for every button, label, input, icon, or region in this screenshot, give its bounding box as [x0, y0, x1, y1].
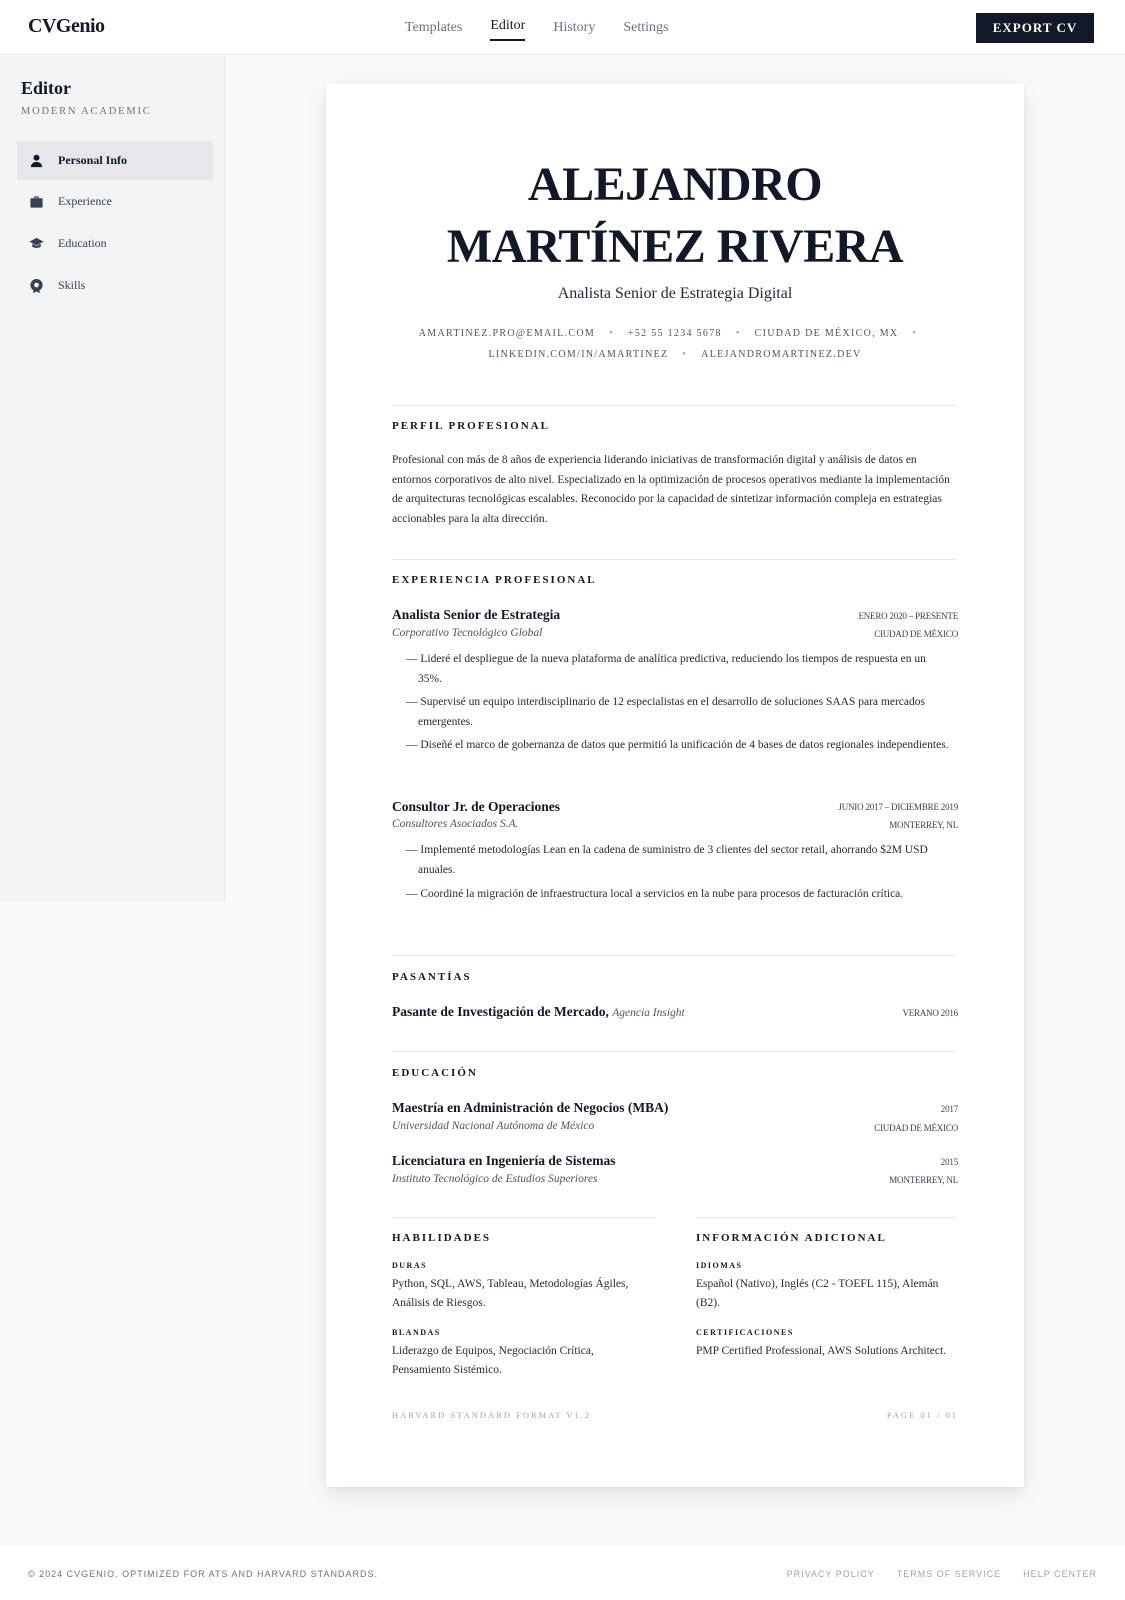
section-divider	[392, 1217, 656, 1218]
person-icon	[29, 153, 44, 168]
privacy-policy-link[interactable]: PRIVACY POLICY	[786, 1569, 875, 1579]
format-label: HARVARD STANDARD FORMAT V1.2	[392, 1410, 592, 1420]
sidebar-item-experience[interactable]	[17, 182, 213, 221]
internship-org: Agencia Insight	[612, 1007, 685, 1019]
internship-title: Pasante de Investigación de Mercado,	[392, 1004, 609, 1019]
job-bullet: — Lideré el despliegue de la nueva plataforma de analítica predictiva, reduciendo los tiempos de respuesta en un 35%.	[406, 650, 951, 689]
sidebar-item-label: Education	[58, 236, 107, 250]
separator-dot: •	[912, 328, 918, 339]
briefcase-icon	[29, 194, 44, 209]
school-location: CIUDAD DE MÉXICO	[874, 1123, 958, 1133]
degree-year: 2017	[940, 1104, 958, 1114]
internship-entry	[392, 1004, 685, 1020]
languages-label: IDIOMAS	[696, 1261, 743, 1270]
contact-phone: +52 55 1234 5678	[627, 328, 722, 339]
footer-links	[787, 1569, 1097, 1579]
certifications-label: CERTIFICACIONES	[696, 1328, 794, 1337]
section-divider	[392, 955, 956, 956]
editor-sidebar	[0, 56, 225, 901]
separator-dot: •	[609, 328, 614, 339]
job-location: CIUDAD DE MÉXICO	[874, 629, 958, 639]
school-name: Universidad Nacional Autónoma de México	[392, 1120, 595, 1132]
help-center-link[interactable]: HELP CENTER	[1023, 1569, 1097, 1579]
languages: Español (Nativo), Inglés (C2 - TOEFL 115), Alemán (B2).	[696, 1278, 939, 1309]
sidebar-title: Editor	[21, 78, 72, 98]
contact-city: CIUDAD DE MÉXICO, MX	[754, 328, 899, 339]
section-title-experience: EXPERIENCIA PROFESIONAL	[392, 574, 597, 586]
sidebar-item-label: Skills	[58, 278, 86, 292]
internship-dates: VERANO 2016	[902, 1008, 958, 1018]
hard-skills-label: DURAS	[392, 1261, 428, 1270]
degree-title: Maestría en Administración de Negocios (MBA)	[392, 1100, 669, 1115]
section-divider	[392, 405, 956, 406]
degree-title: Licenciatura en Ingeniería de Sistemas	[392, 1153, 616, 1168]
template-name: MODERN ACADEMIC	[21, 106, 152, 117]
school-location: MONTERREY, NL	[889, 1175, 958, 1185]
profile-summary: Profesional con más de 8 años de experiencia liderando iniciativas de transformación digital y análisis de datos en entornos corporativos de alto nivel. Especializado en la optimización de procesos operativos mediante la implementación de arquitecturas tecnológicas escalables. Reconocido por la capacidad de sintetizar información compleja en estrategias accionables para la alta dirección.	[392, 454, 950, 525]
separator-dot: •	[682, 349, 688, 360]
sidebar-item-label: Personal Info	[58, 153, 127, 167]
hard-skills: Python, SQL, AWS, Tableau, Metodologías Ágiles, Análisis de Riesgos.	[392, 1278, 629, 1309]
contact-row-1	[326, 328, 1024, 339]
sidebar-item-education[interactable]	[17, 224, 213, 263]
cv-preview-page	[326, 84, 1024, 1487]
job-location: MONTERREY, NL	[889, 820, 958, 830]
soft-skills: Liderazgo de Equipos, Negociación Crítica, Pensamiento Sistémico.	[392, 1345, 594, 1376]
section-divider	[392, 1051, 956, 1052]
sidebar-item-skills[interactable]	[17, 266, 213, 305]
badge-icon	[29, 278, 44, 293]
soft-skills-label: BLANDAS	[392, 1328, 441, 1337]
cv-role: Analista Senior de Estrategia Digital	[557, 285, 793, 302]
section-title-additional: INFORMACIÓN ADICIONAL	[696, 1232, 887, 1244]
job-bullet: — Diseñé el marco de gobernanza de datos que permitió la unificación de 4 bases de datos regionales independientes.	[406, 736, 951, 756]
job-company: Consultores Asociados S.A.	[392, 818, 519, 830]
school-name: Instituto Tecnológico de Estudios Superiores	[392, 1173, 598, 1185]
cv-full-name	[326, 154, 1024, 278]
section-title-skills: HABILIDADES	[392, 1232, 492, 1244]
export-cv-button[interactable]: EXPORT CV	[976, 13, 1094, 43]
job-dates: ENERO 2020 – PRESENTE	[858, 611, 958, 621]
top-bar	[0, 0, 1125, 55]
section-title-internships: PASANTÍAS	[392, 971, 472, 983]
job-dates: JUNIO 2017 – DICIEMBRE 2019	[838, 802, 958, 812]
nav-settings[interactable]: Settings	[623, 20, 669, 35]
terms-of-service-link[interactable]: TERMS OF SERVICE	[896, 1569, 1002, 1579]
name-line-1: ALEJANDRO	[527, 158, 823, 211]
job-title: Analista Senior de Estrategia	[392, 607, 561, 622]
site-footer	[0, 1545, 1125, 1600]
section-title-education: EDUCACIÓN	[392, 1067, 478, 1079]
job-title: Consultor Jr. de Operaciones	[392, 799, 561, 814]
copyright-text: © 2024 CVGENIO. OPTIMIZED FOR ATS AND HARVARD STANDARDS.	[28, 1569, 379, 1579]
job-bullet: — Implementé metodologías Lean en la cadena de suministro de 3 clientes del sector retail, ahorrando $2M USD anuales.	[406, 841, 951, 880]
section-title-profile: PERFIL PROFESIONAL	[392, 420, 550, 432]
nav-templates[interactable]: Templates	[405, 20, 463, 35]
brand-logo[interactable]: CVGenio	[28, 15, 105, 37]
degree-year: 2015	[940, 1157, 958, 1167]
contact-row-2	[326, 349, 1024, 360]
nav-history[interactable]: History	[553, 20, 596, 35]
sidebar-item-personal-info[interactable]	[17, 141, 213, 180]
contact-linkedin: LINKEDIN.COM/IN/AMARTINEZ	[488, 349, 669, 360]
job-bullet: — Coordiné la migración de infraestructura local a servicios en la nube para procesos de facturación crítica.	[406, 885, 951, 905]
job-bullet: — Supervisé un equipo interdisciplinario de 12 especialistas en el desarrollo de soluciones SAAS para mercados emergentes.	[406, 693, 951, 732]
sidebar-item-label: Experience	[58, 194, 112, 208]
section-divider	[392, 559, 956, 560]
nav-editor[interactable]: Editor	[490, 0, 525, 55]
separator-dot: •	[735, 328, 741, 339]
contact-email: AMARTINEZ.PRO@EMAIL.COM	[418, 328, 596, 339]
graduation-cap-icon	[29, 236, 44, 251]
main-nav	[405, 0, 668, 55]
job-company: Corporativo Tecnológico Global	[392, 627, 543, 639]
contact-website: ALEJANDROMARTINEZ.DEV	[701, 349, 862, 360]
certifications: PMP Certified Professional, AWS Solutions Architect.	[696, 1345, 947, 1357]
page-number: PAGE 01 / 01	[886, 1410, 958, 1420]
section-divider	[696, 1217, 956, 1218]
name-line-2: MARTÍNEZ RIVERA	[446, 220, 904, 273]
